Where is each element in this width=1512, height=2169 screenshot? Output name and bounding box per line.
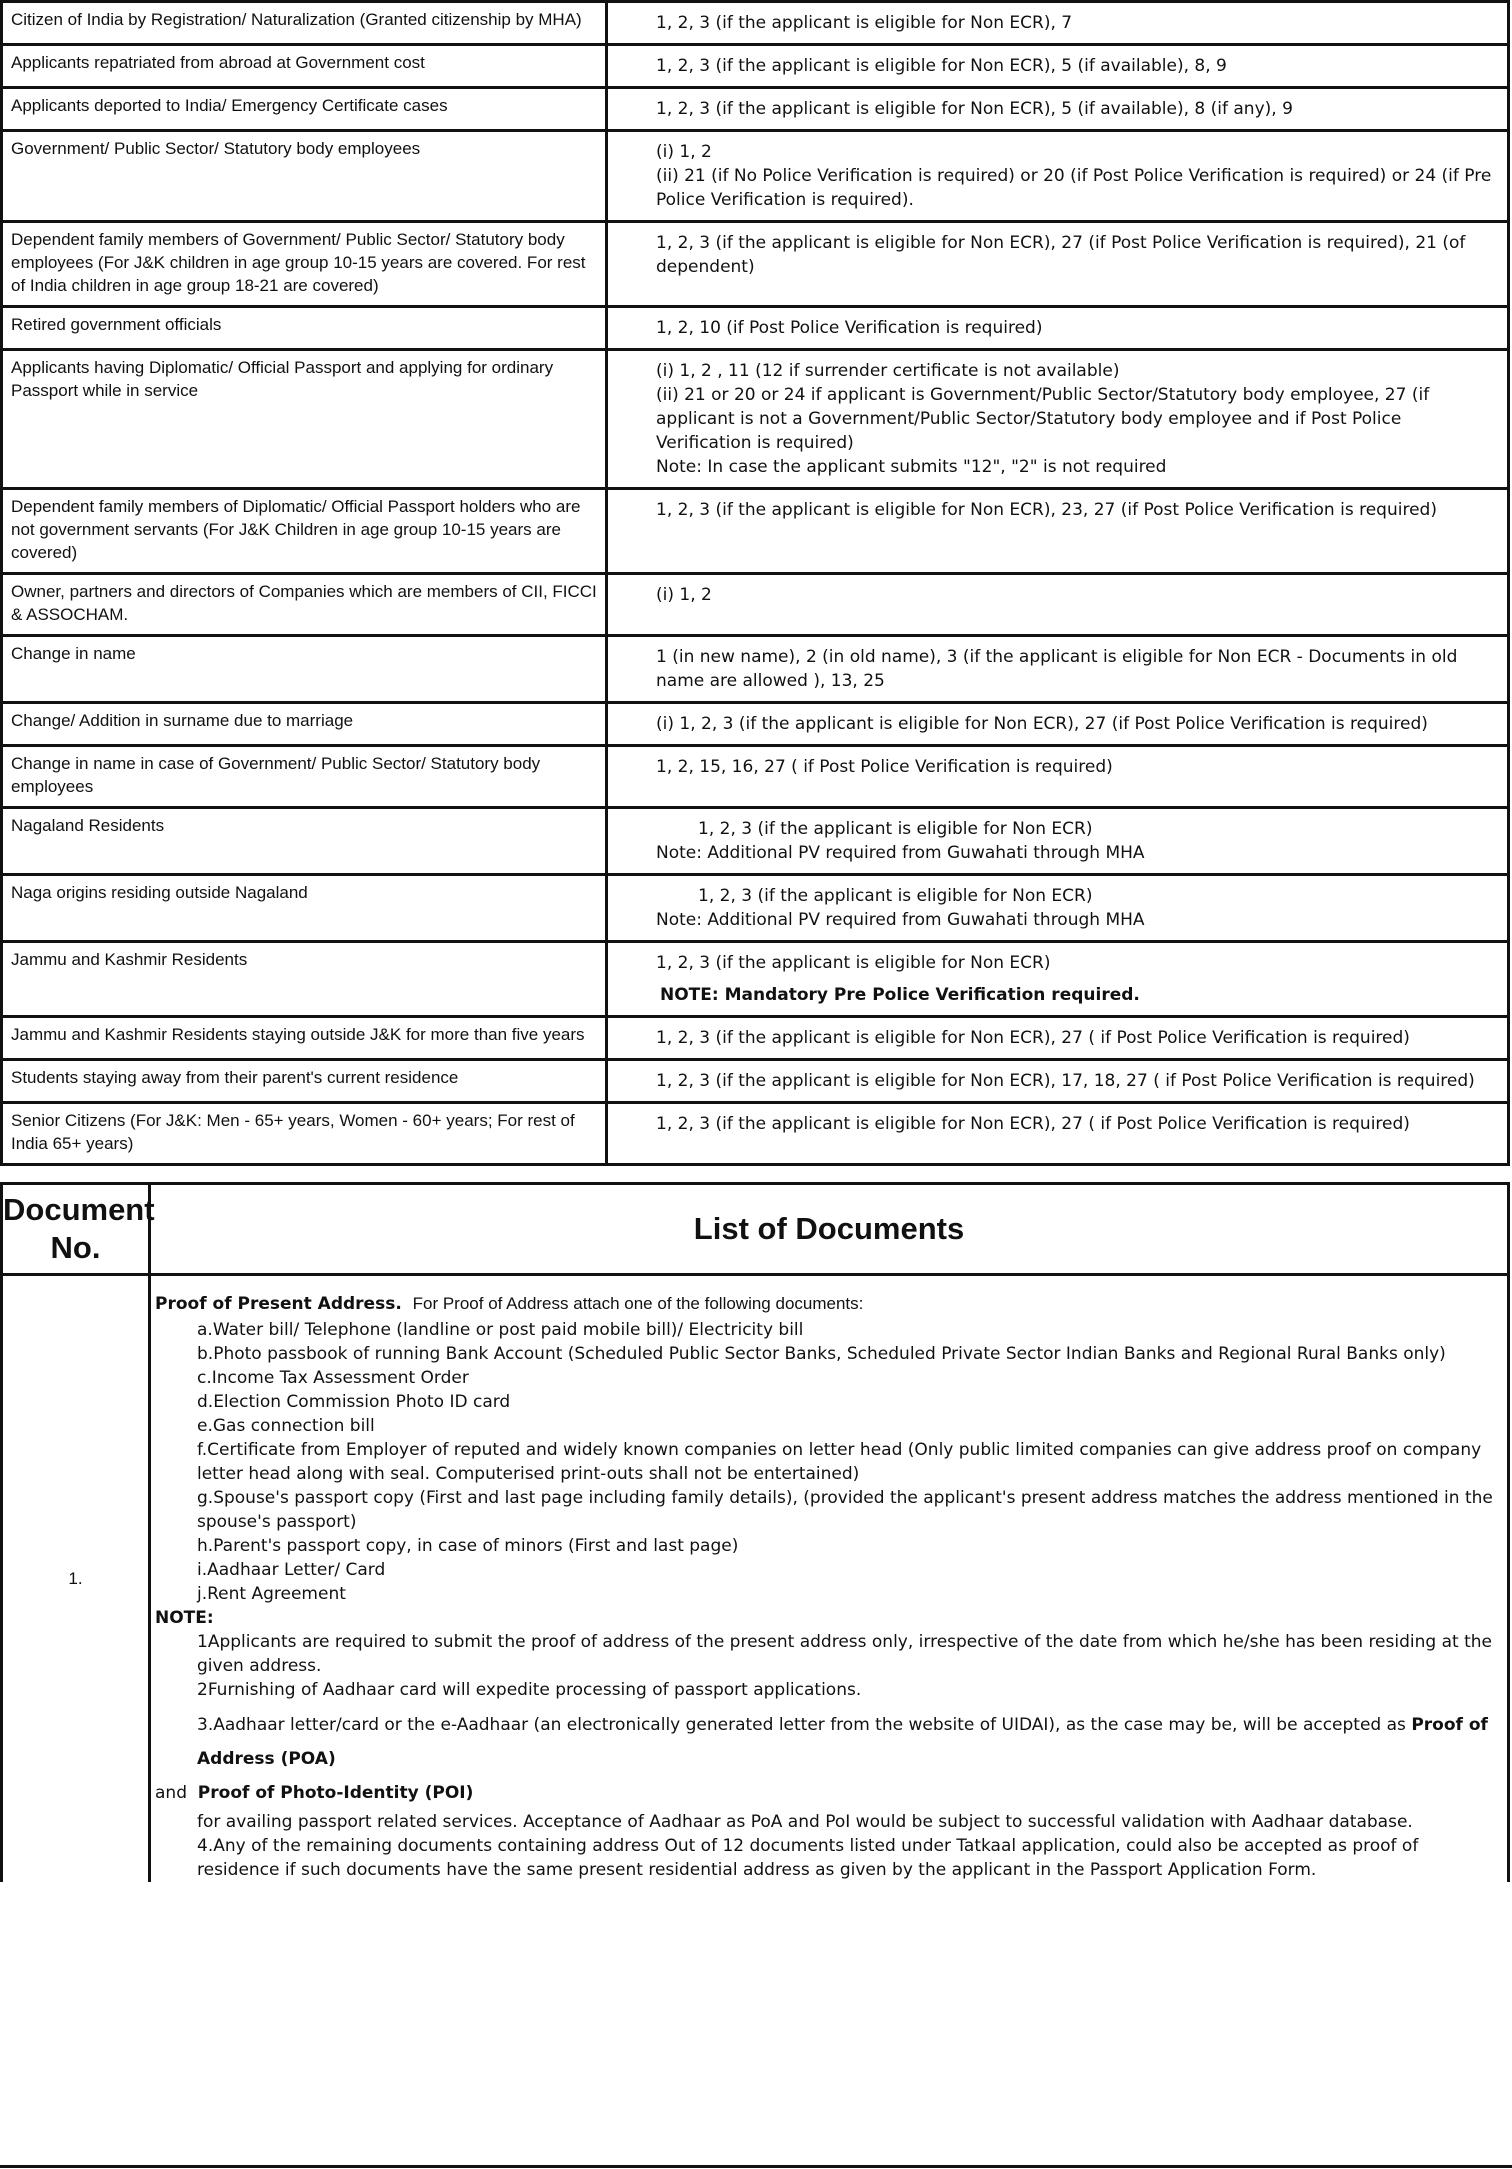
note-3-and: and — [155, 1783, 187, 1803]
documents-required-cell — [607, 1017, 1509, 1060]
document-row — [2, 1275, 1509, 1883]
category-row — [2, 307, 1509, 350]
documents-required-cell — [607, 131, 1509, 222]
note-item: 2Furnishing of Aadhaar card will expedite processing of passport applications. — [197, 1680, 862, 1700]
address-proof-list — [155, 1318, 1497, 1606]
category-row — [2, 1017, 1509, 1060]
documents-required-cell — [607, 45, 1509, 88]
category-cell: Applicants deported to India/ Emergency Certificate cases — [2, 88, 607, 131]
category-cell: Citizen of India by Registration/ Naturalization (Granted citizenship by MHA) — [2, 2, 607, 45]
address-proof-item: i.Aadhaar Letter/ Card — [197, 1560, 386, 1580]
address-proof-item: c.Income Tax Assessment Order — [197, 1368, 469, 1388]
document-line: 1 (in new name), 2 (in old name), 3 (if the applicant is eligible for Non ECR - Documents in old name are allowed ), 13, 25 — [656, 647, 1458, 691]
documents-required-cell — [607, 307, 1509, 350]
category-row — [2, 88, 1509, 131]
category-cell: Change/ Addition in surname due to marriage — [2, 703, 607, 746]
documents-required-cell — [607, 808, 1509, 875]
documents-required-cell — [607, 1060, 1509, 1103]
category-row — [2, 45, 1509, 88]
note-3-continued — [155, 1776, 1497, 1810]
documents-required-cell — [607, 88, 1509, 131]
documents-required-cell — [607, 636, 1509, 703]
note-3-bold-1: Proof of Address (POA) — [197, 1715, 1488, 1769]
note-heading: NOTE: — [155, 1608, 214, 1628]
category-cell: Senior Citizens (For J&K: Men - 65+ years, Women - 60+ years; For rest of India 65+ years) — [2, 1103, 607, 1165]
document-lead-title: Proof of Present Address. — [155, 1294, 402, 1314]
documents-required-cell — [607, 942, 1509, 1017]
documents-required-cell — [607, 1103, 1509, 1165]
category-cell: Dependent family members of Government/ Public Sector/ Statutory body employees (For J&K children in age group 10-15 years are covered. For rest of India children in age group 18-21 are covered) — [2, 222, 607, 307]
address-proof-item: b.Photo passbook of running Bank Account (Scheduled Public Sector Banks, Scheduled Private Sector Indian Banks and Regional Rural Banks only) — [197, 1344, 1446, 1364]
address-proof-item: a.Water bill/ Telephone (landline or post paid mobile bill)/ Electricity bill — [197, 1320, 804, 1340]
category-cell: Change in name in case of Government/ Public Sector/ Statutory body employees — [2, 746, 607, 808]
document-line: (i) 1, 2 — [656, 585, 712, 605]
category-cell: Students staying away from their parent's current residence — [2, 1060, 607, 1103]
address-proof-item: g.Spouse's passport copy (First and last page including family details), (provided the applicant's present address matches the address mentioned in the spouse's passport) — [197, 1488, 1493, 1532]
document-line: 1, 2, 15, 16, 27 ( if Post Police Verification is required) — [656, 757, 1113, 777]
note-3-text: 3.Aadhaar letter/card or the e-Aadhaar (an electronically generated letter from the website of UIDAI), as the case may be, will be accepted as — [197, 1715, 1406, 1735]
document-lead-text: For Proof of Address attach one of the following documents: — [412, 1294, 864, 1313]
document-line: 1, 2, 3 (if the applicant is eligible for Non ECR), 7 — [656, 13, 1073, 33]
document-line: (i) 1, 2 — [656, 142, 712, 162]
category-row — [2, 746, 1509, 808]
note-item: 1Applicants are required to submit the proof of address of the present address only, irrespective of the date from which he/she has been residing at the given address. — [197, 1632, 1492, 1676]
documents-header-row — [2, 1184, 1509, 1275]
documents-required-cell — [607, 489, 1509, 574]
document-line: 1, 2, 3 (if the applicant is eligible for Non ECR) — [656, 953, 1051, 973]
category-row — [2, 875, 1509, 942]
documents-required-cell — [607, 350, 1509, 489]
category-row — [2, 489, 1509, 574]
document-line: 1, 2, 3 (if the applicant is eligible for Non ECR) — [698, 819, 1093, 839]
category-cell: Jammu and Kashmir Residents — [2, 942, 607, 1017]
bottom-rule — [0, 2165, 1512, 2168]
document-line: 1, 2, 10 (if Post Police Verification is required) — [656, 318, 1043, 338]
document-line: 1, 2, 3 (if the applicant is eligible for Non ECR) — [698, 886, 1093, 906]
document-description — [150, 1275, 1509, 1883]
note-3 — [155, 1708, 1497, 1776]
document-line: Note: Additional PV required from Guwahati through MHA — [656, 910, 1145, 930]
category-cell: Retired government officials — [2, 307, 607, 350]
note-3-bold-2: Proof of Photo-Identity (POI) — [197, 1783, 474, 1803]
category-cell: Owner, partners and directors of Companies which are members of CII, FICCI & ASSOCHAM. — [2, 574, 607, 636]
category-row — [2, 131, 1509, 222]
address-proof-item: h.Parent's passport copy, in case of minors (First and last page) — [197, 1536, 739, 1556]
document-lead — [155, 1292, 1497, 1316]
notes-list — [155, 1630, 1497, 1702]
note-3-tail: for availing passport related services. Acceptance of Aadhaar as PoA and PoI would be subject to successful validation with Aadhaar database. — [197, 1812, 1413, 1832]
document-line: 1, 2, 3 (if the applicant is eligible for Non ECR), 23, 27 (if Post Police Verification is required) — [656, 500, 1437, 520]
category-row — [2, 1060, 1509, 1103]
documents-table — [0, 1182, 1510, 1882]
document-line: 1, 2, 3 (if the applicant is eligible for Non ECR), 27 ( if Post Police Verification is required) — [656, 1028, 1410, 1048]
document-line: (ii) 21 (if No Police Verification is required) or 20 (if Post Police Verification is required) or 24 (if Pre Police Verification is required). — [656, 166, 1492, 210]
list-of-documents-header: List of Documents — [150, 1184, 1509, 1275]
documents-required-cell — [607, 222, 1509, 307]
category-cell: Applicants having Diplomatic/ Official Passport and applying for ordinary Passport while in service — [2, 350, 607, 489]
document-line: (i) 1, 2, 3 (if the applicant is eligible for Non ECR), 27 (if Post Police Verification is required) — [656, 714, 1428, 734]
category-row — [2, 808, 1509, 875]
category-cell: Naga origins residing outside Nagaland — [2, 875, 607, 942]
documents-required-cell — [607, 746, 1509, 808]
category-cell: Dependent family members of Diplomatic/ Official Passport holders who are not government servants (For J&K Children in age group 10-15 years are covered) — [2, 489, 607, 574]
document-number-header: Document No. — [2, 1184, 150, 1275]
document-number: 1. — [2, 1275, 150, 1883]
document-line: 1, 2, 3 (if the applicant is eligible for Non ECR), 5 (if available), 8, 9 — [656, 56, 1227, 76]
category-row — [2, 636, 1509, 703]
address-proof-item: e.Gas connection bill — [197, 1416, 375, 1436]
document-line: (i) 1, 2 , 11 (12 if surrender certificate is not available) — [656, 361, 1120, 381]
category-cell: Jammu and Kashmir Residents staying outside J&K for more than five years — [2, 1017, 607, 1060]
category-row — [2, 2, 1509, 45]
documents-required-cell — [607, 703, 1509, 746]
category-cell: Change in name — [2, 636, 607, 703]
category-table-body — [2, 2, 1509, 1165]
category-row — [2, 574, 1509, 636]
documents-required-cell — [607, 875, 1509, 942]
category-row — [2, 222, 1509, 307]
document-line: 1, 2, 3 (if the applicant is eligible for Non ECR), 17, 18, 27 ( if Post Police Verification is required) — [656, 1071, 1475, 1091]
document-line: (ii) 21 or 20 or 24 if applicant is Government/Public Sector/Statutory body employee, 27 (if applicant is not a Government/Public Sector/Statutory body employee and if Post Police Verification is required) — [656, 385, 1430, 453]
documents-required-cell — [607, 2, 1509, 45]
category-row — [2, 703, 1509, 746]
document-line: 1, 2, 3 (if the applicant is eligible for Non ECR), 27 ( if Post Police Verification is required) — [656, 1114, 1410, 1134]
category-cell: Nagaland Residents — [2, 808, 607, 875]
category-cell: Applicants repatriated from abroad at Government cost — [2, 45, 607, 88]
note-4: 4.Any of the remaining documents containing address Out of 12 documents listed under Tatkaal application, could also be accepted as proof of residence if such documents have the same present residential address as given by the applicant in the Passport Application Form. — [197, 1836, 1419, 1880]
document-line: 1, 2, 3 (if the applicant is eligible for Non ECR), 5 (if available), 8 (if any), 9 — [656, 99, 1293, 119]
address-proof-item: d.Election Commission Photo ID card — [197, 1392, 511, 1412]
document-line: Note: Additional PV required from Guwahati through MHA — [656, 843, 1145, 863]
document-line: 1, 2, 3 (if the applicant is eligible for Non ECR), 27 (if Post Police Verification is required), 21 (of dependent) — [656, 233, 1466, 277]
mandatory-note: NOTE: Mandatory Pre Police Verification required. — [660, 985, 1140, 1005]
address-proof-item: f.Certificate from Employer of reputed and widely known companies on letter head (Only public limited companies can give address proof on company letter head along with seal. Computerised print-outs shall not be entertained) — [197, 1440, 1482, 1484]
category-row — [2, 1103, 1509, 1165]
documents-required-cell — [607, 574, 1509, 636]
document-line: Note: In case the applicant submits "12", "2" is not required — [656, 457, 1167, 477]
category-row — [2, 942, 1509, 1017]
category-cell: Government/ Public Sector/ Statutory body employees — [2, 131, 607, 222]
category-row — [2, 350, 1509, 489]
address-proof-item: j.Rent Agreement — [197, 1584, 346, 1604]
